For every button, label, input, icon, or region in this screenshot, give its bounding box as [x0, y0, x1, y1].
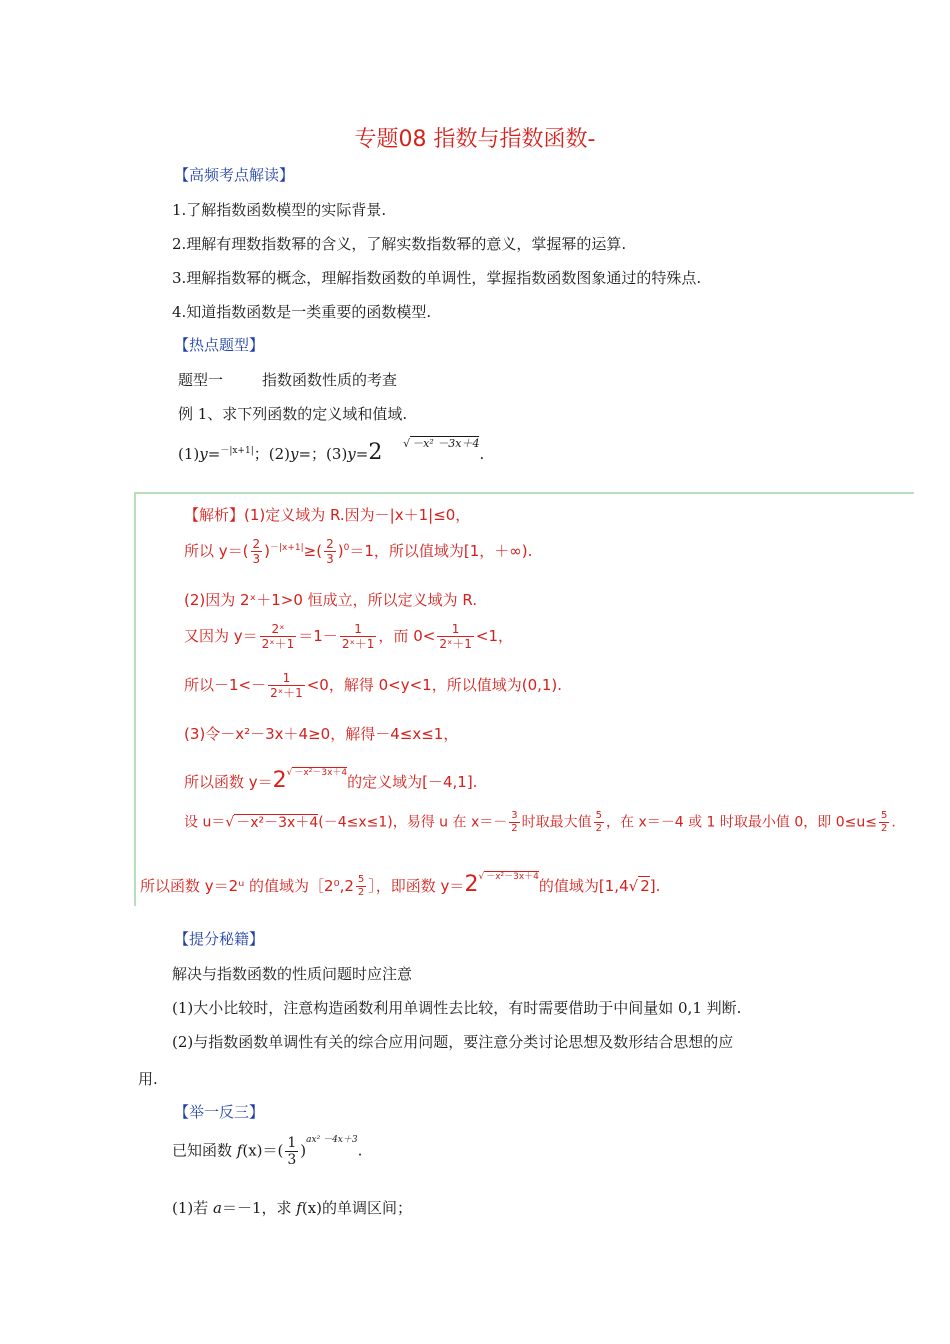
ex-y2: y: [289, 445, 299, 463]
tips-line-1: 解决与指数函数的性质问题时应注意: [172, 965, 413, 983]
sol-l2c: ≥(: [303, 542, 323, 560]
sol-l2-num2: 2: [326, 537, 334, 551]
sol-l9c: 的值域为[1,4: [538, 877, 629, 895]
sol-l8-num1: 3: [511, 810, 518, 821]
section-redian: 【热点题型】: [174, 336, 265, 354]
sol-line-8: 设 u＝√ －x²－3x＋4(－4≤x≤1)，易得 u 在 x＝－ $\frac{3}{2}$ 时取最大值 $\frac{5}{2}$ ，在 x＝－4 或 1 时取最小值 0，即 0≤u≤ $\frac{5}{2}$ .: [184, 810, 896, 834]
sol-l8-den1: 2: [511, 823, 518, 834]
exer-a: 已知函数: [172, 1141, 237, 1160]
exercise-function: [172, 1136, 362, 1167]
type-label: 题型一: [178, 371, 224, 389]
sol-l8c: 时取最大值: [521, 814, 592, 831]
sol-line-7: 所以函数 $y=2^{√ -x^2-3x+4}$的定义域为[－4,1].: [184, 768, 478, 793]
type-name: 指数函数性质的考查: [262, 371, 398, 389]
sol-l2-exp2: 0: [343, 543, 350, 553]
example-question: (1)y=$^{-|x+1|}$；(2)y=；(3)y=2 $^{√ -x^2 -3x+4}$.: [178, 437, 485, 465]
sol-l9b: ］，即函数 y＝: [368, 877, 465, 895]
page-title: 专题08 指数与指数函数-: [354, 127, 596, 152]
sol-l5b: <0，解得 0<y<1，所以值域为(0,1).: [306, 676, 563, 694]
section-tifen: 【提分秘籍】: [174, 930, 265, 948]
sol-l4-den3: 2ˣ＋1: [439, 637, 472, 651]
point-4: 4.知道指数函数是一类重要的函数模型.: [172, 303, 432, 321]
ex-y3: y: [347, 445, 356, 463]
sol-line-2: [184, 538, 532, 565]
ex-eq1: =: [207, 445, 221, 463]
exer-x: (x): [242, 1141, 263, 1160]
tips-line-3: (2)与指数函数单调性有关的综合应用问题，要注意分类讨论思想及数形结合思想的应: [172, 1033, 734, 1051]
exer-num: 1: [287, 1135, 297, 1151]
q1e: (x): [301, 1199, 323, 1217]
ex-sep1: ；(2): [253, 445, 290, 463]
sol-l8-rad: －x²－3x＋4: [236, 814, 319, 831]
sol-l7-base: 2: [272, 768, 287, 793]
sol-l8a: 设 u＝: [184, 814, 226, 831]
tips-line-4: 用.: [138, 1070, 158, 1088]
tips-line-2: (1)大小比较时，注意构造函数利用单调性去比较，有时需要借助于中间量如 0,1 判断.: [172, 999, 742, 1017]
ex-p1: (1): [178, 445, 200, 463]
sol-l4-den2: 2ˣ＋1: [341, 637, 375, 651]
sol-l5-den: 2ˣ＋1: [270, 686, 303, 700]
sol-l8-den3: 2: [880, 823, 888, 834]
ex-sep2: ；(3): [311, 445, 348, 463]
exer-close: ): [300, 1141, 307, 1160]
sol-l7-rad: －x²－3x＋4: [294, 768, 348, 778]
sol-l4-num2: 1: [340, 623, 377, 637]
sol-l2d: ): [337, 542, 344, 560]
sol-l7b: 的定义域为[－4,1].: [347, 773, 478, 791]
sol-line-3: (2)因为 2ˣ＋1>0 恒成立，所以定义域为 R.: [184, 591, 478, 609]
ex-eq3: =: [355, 445, 369, 463]
exer-eq: ＝(: [262, 1141, 284, 1160]
sol-line-9: 所以函数 y＝2ᵘ 的值域为［2⁰,2 $\frac{5}{2}$ ］，即函数 $y=2^{√ -x^2-3x+4}$的值域为[1,4√ 2].: [140, 872, 661, 898]
sol-line-1: 【解析】(1)定义域为 R.因为－|x＋1|≤0，: [184, 506, 471, 524]
sol-l9-base: 2: [464, 872, 479, 897]
sol-l2a: 所以 y＝(: [184, 542, 249, 560]
sol-l9-rad: －x²－3x＋4: [486, 872, 539, 882]
sol-l8e: ，在 x＝－4 或 1 时取最小值 0，即 0≤u≤: [606, 814, 877, 831]
sol-l9-rad2: 2: [640, 877, 650, 895]
sol-line-4: [184, 623, 513, 650]
sol-l2-num1: 2: [252, 537, 261, 551]
sol-l4b: ＝1－: [298, 627, 338, 645]
sol-l8b: (－4≤x≤1)，易得 u 在 x＝－: [318, 814, 508, 831]
example-intro: 例 1、求下列函数的定义域和值域.: [178, 405, 408, 423]
sol-l5a: 所以－1<－: [184, 676, 267, 694]
q1f: 的单调区间；: [322, 1199, 413, 1217]
section-juyi: 【举一反三】: [174, 1103, 265, 1121]
ex-y1: y: [199, 445, 208, 463]
sol-line-6: (3)令－x²－3x＋4≥0，解得－4≤x≤1，: [184, 725, 459, 743]
sol-l2-exp1: －|x+1|: [270, 543, 304, 553]
ex-radicand: －x² －3x＋4: [412, 437, 480, 450]
sol-l2b: ): [264, 542, 270, 560]
exer-den: 3: [287, 1152, 297, 1168]
exer-f: f: [236, 1141, 243, 1160]
sol-l4-num1: 2ˣ: [260, 623, 297, 637]
sol-l2-den1: 3: [252, 552, 261, 566]
sol-l9-num: 5: [357, 874, 365, 885]
exer-exp: ax² －4x＋3: [306, 1134, 358, 1145]
sol-l4-den1: 2ˣ＋1: [261, 637, 295, 651]
exercise-q1: [172, 1197, 412, 1218]
point-2: 2.理解有理数指数幂的含义，了解实数指数幂的意义，掌握幂的运算.: [172, 235, 627, 253]
sol-l2e: ＝1，所以值域为[1，＋∞).: [349, 542, 533, 560]
q1c: ＝－1，求: [221, 1199, 297, 1217]
sol-l9d: ].: [649, 877, 661, 895]
point-3: 3.理解指数幂的概念，理解指数函数的单调性，掌握指数函数图象通过的特殊点.: [172, 269, 702, 287]
sol-l5-num: 1: [268, 672, 305, 686]
sol-l8-den2: 2: [595, 823, 602, 834]
q1b: a: [213, 1199, 222, 1217]
ex-base: 2: [368, 440, 383, 465]
sol-l8-num2: 5: [595, 810, 602, 821]
sol-l4c: ，而 0<: [378, 627, 436, 645]
ex-end: .: [479, 445, 485, 463]
sol-l8-num3: 5: [880, 810, 888, 821]
q1d: f: [296, 1199, 302, 1217]
exer-end: .: [357, 1141, 363, 1160]
sol-l2-den2: 3: [326, 552, 334, 566]
section-gaopin: 【高频考点解读】: [174, 166, 295, 184]
q1a: (1)若: [172, 1199, 214, 1217]
sol-l4a: 又因为 y＝: [184, 627, 258, 645]
point-1: 1.了解指数函数模型的实际背景.: [172, 201, 387, 219]
ex-sup1: －|x+1|: [220, 446, 254, 456]
sol-l9-den: 2: [357, 887, 365, 898]
sol-l9a: 所以函数 y＝2ᵘ 的值域为［2⁰,2: [140, 877, 354, 895]
sol-l7a: 所以函数 y＝: [184, 773, 273, 791]
sol-l4d: <1，: [475, 627, 514, 645]
sol-l4-num3: 1: [437, 623, 474, 637]
ex-eq2: =: [298, 445, 312, 463]
sol-line-5: [184, 672, 562, 699]
sol-l8f: .: [891, 814, 896, 831]
